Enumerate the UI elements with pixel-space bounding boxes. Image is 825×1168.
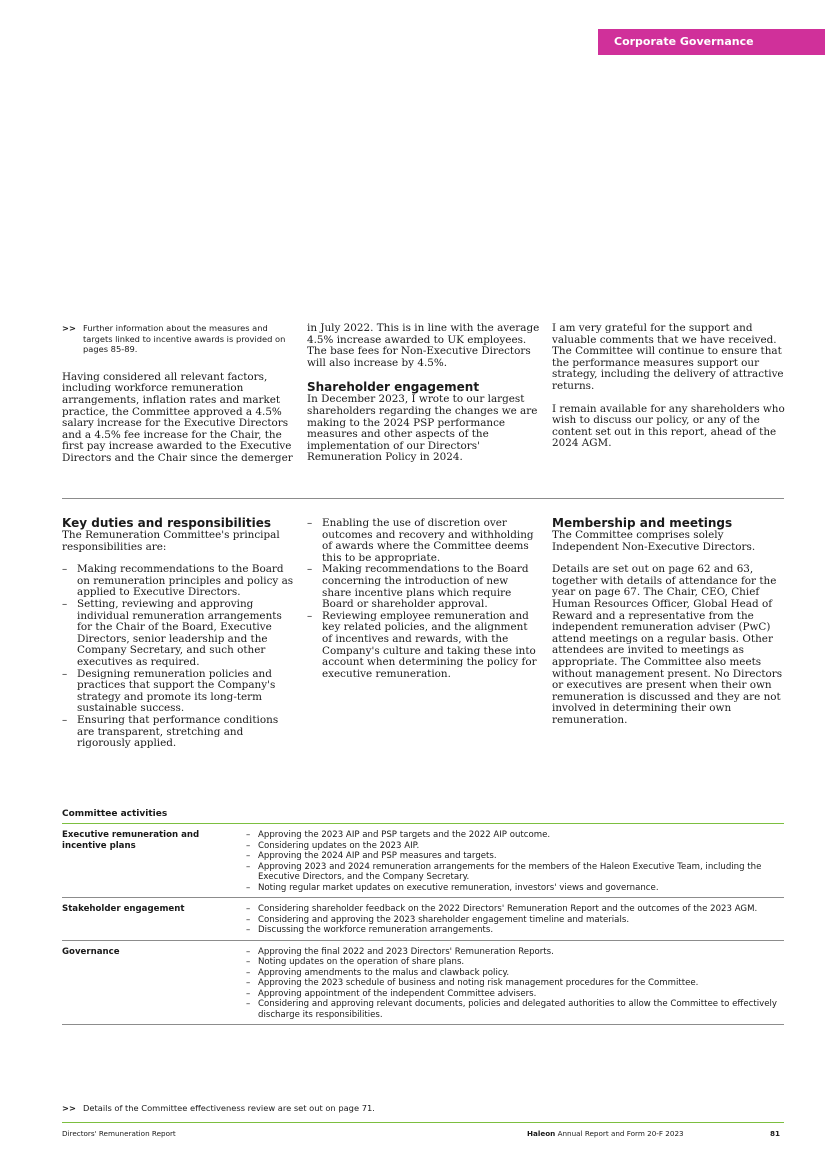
committee-activities-title: Committee activities <box>62 809 168 819</box>
shareholder-engagement-heading: Shareholder engagement <box>307 380 480 395</box>
intro-column-3 <box>552 323 785 450</box>
footer-section-name: Directors' Remuneration Report <box>62 1129 176 1138</box>
section-tag: Corporate Governance <box>598 29 825 55</box>
list-item: – Setting, reviewing and approving individual remuneration arrangements for the Chair of the Board, Executive Directors, senior leadership and the Company Secretary, and such other executives as required. <box>62 599 295 669</box>
table-row <box>62 941 784 1026</box>
salary-paragraph: Having considered all relevant factors, including workforce remuneration arrangements, inflation rates and market practice, the Committee approved a 4.5% salary increase for the Executive Directors and a 4.5% fee increase for the Chair, the first pay increase awarded to the Executive Directors and the Chair since the demerger <box>62 370 293 464</box>
list-item: – Approving appointment of the independent Committee advisers. <box>246 989 784 1000</box>
membership-heading: Membership and meetings <box>552 516 733 530</box>
row-items <box>246 830 784 893</box>
list-item: – Noting updates on the operation of share plans. <box>246 957 784 968</box>
row-heading: Governance <box>62 946 120 957</box>
further-info-text: Further information about the measures and targets linked to incentive awards is provided on pages 85-89. <box>83 323 286 355</box>
list-item: – Noting regular market updates on executive remuneration, investors' views and governance. <box>246 883 784 894</box>
table-row <box>62 823 784 898</box>
duties-column-2 <box>307 518 540 680</box>
available-paragraph: I remain available for any shareholders who wish to discuss our policy, or any of the content set out in this report, ahead of the 2024 AGM. <box>552 402 785 450</box>
grateful-paragraph: I am very grateful for the support and valuable comments that we have received. The Committee will continue to ensure that the performance measures support our strategy, including the delivery of attractive returns. <box>552 322 784 392</box>
effectiveness-note-text: Details of the Committee effectiveness review are set out on page 71. <box>83 1103 375 1113</box>
list-item: – Enabling the use of discretion over outcomes and recovery and withholding of awards where the Committee deems this to be appropriate. <box>307 518 540 564</box>
table-row <box>62 898 784 941</box>
salary-paragraph-continued: in July 2022. This is in line with the average 4.5% increase awarded to UK employees. The base fees for Non-Executive Directors will also increase by 4.5%. <box>307 322 540 369</box>
section-divider <box>62 498 784 499</box>
row-heading: Stakeholder engagement <box>62 904 185 914</box>
key-duties-heading: Key duties and responsibilities <box>62 516 271 530</box>
footer-report-name: Annual Report and Form 20-F 2023 <box>557 1129 684 1138</box>
row-items <box>246 904 784 936</box>
list-item: – Approving the 2024 AIP and PSP measures and targets. <box>246 851 784 862</box>
list-item: – Making recommendations to the Board concerning the introduction of new share incentive plans which require Board or shareholder approval. <box>307 564 540 610</box>
list-item: – Considering and approving relevant documents, policies and delegated authorities to allow the Committee to effectively discharge its responsibilities. <box>246 999 784 1020</box>
arrow-icon: >> <box>62 323 76 333</box>
list-item: – Considering and approving the 2023 shareholder engagement timeline and materials. <box>246 915 784 926</box>
list-item: – Ensuring that performance conditions are transparent, stretching and rigorously applied. <box>62 715 295 750</box>
effectiveness-note <box>62 1103 375 1113</box>
shareholder-engagement-text: In December 2023, I wrote to our largest shareholders regarding the changes we are making to the 2024 PSP performance measures and other aspects of the implementation of our Directors' Remuneration Policy in 2024. <box>307 393 538 464</box>
row-items <box>246 947 784 1021</box>
membership-paragraph-1: The Committee comprises solely Independent Non-Executive Directors. <box>552 529 756 553</box>
list-item: – Approving the 2023 schedule of business and noting risk management procedures for the Committee. <box>246 978 784 989</box>
list-item: – Reviewing employee remuneration and key related policies, and the alignment of incentives and rewards, with the Company's culture and taking these into account when determining the policy for executive remuneration. <box>307 611 540 681</box>
intro-column-1 <box>62 323 295 465</box>
membership-paragraph-2: Details are set out on page 62 and 63, together with details of attendance for the year on page 67. The Chair, CEO, Chief Human Resources Officer, Global Head of Reward and a representative from the independent remuneration adviser (PwC) attend meetings on a regular basis. Other attendees are invited to meetings as appropriate. The Committee also meets without management present. No Directors or executives are present when their own remuneration is discussed and they are not involved in determining their own remuneration. <box>552 563 783 726</box>
page-number: 81 <box>770 1129 781 1138</box>
footer-report-title <box>527 1129 684 1138</box>
list-item: – Designing remuneration policies and practices that support the Company's strategy and promote its long-term sustainable success. <box>62 669 295 715</box>
list-item: – Approving amendments to the malus and clawback policy. <box>246 968 784 979</box>
committee-activities-table <box>62 823 784 1025</box>
duties-column-1 <box>62 516 295 750</box>
list-item: – Discussing the workforce remuneration arrangements. <box>246 925 784 936</box>
key-duties-intro: The Remuneration Committee's principal responsibilities are: <box>62 529 280 553</box>
list-item: – Approving the final 2022 and 2023 Directors' Remuneration Reports. <box>246 947 784 958</box>
row-heading: Executive remuneration and incentive plans <box>62 830 200 851</box>
intro-column-2 <box>307 323 540 464</box>
duties-list-b <box>307 518 540 680</box>
duties-list-a <box>62 564 295 750</box>
footer-rule <box>62 1122 784 1123</box>
membership-column <box>552 516 785 727</box>
list-item: – Approving the 2023 AIP and PSP targets and the 2022 AIP outcome. <box>246 830 784 841</box>
list-item: – Approving 2023 and 2024 remuneration arrangements for the members of the Haleon Executive Team, including the Executive Directors, and the Company Secretary. <box>246 862 784 883</box>
list-item: – Considering shareholder feedback on the 2022 Directors' Remuneration Report and the outcomes of the 2023 AGM. <box>246 904 784 915</box>
arrow-icon: >> <box>62 1103 76 1113</box>
further-info-note <box>62 323 295 355</box>
footer-brand: Haleon <box>527 1129 556 1138</box>
list-item: – Making recommendations to the Board on remuneration principles and policy as applied to Executive Directors. <box>62 564 295 599</box>
list-item: – Considering updates on the 2023 AIP. <box>246 841 784 852</box>
